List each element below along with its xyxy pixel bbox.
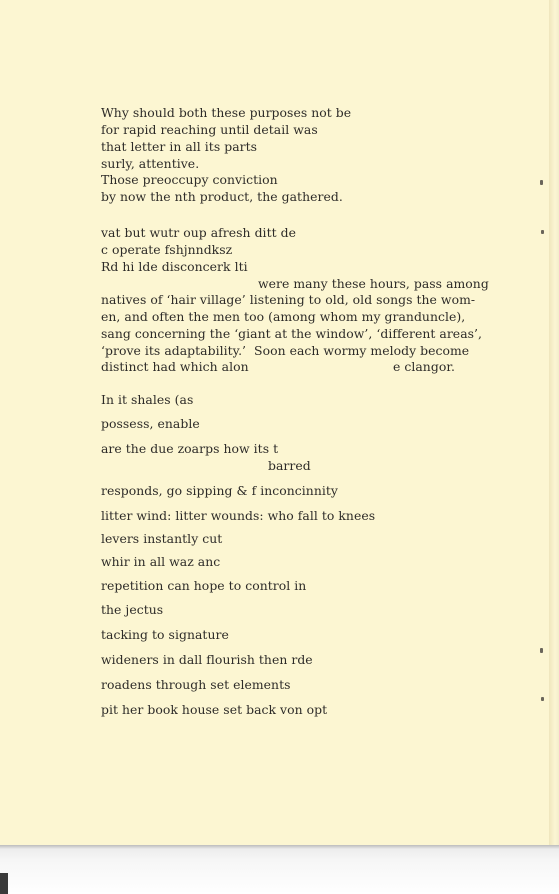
stanza-1-line-6: by now the nth product, the gathered. [101, 189, 343, 204]
prose-line-6-right: e clangor. [393, 359, 455, 374]
page-edge [549, 0, 559, 845]
list-line-6: litter wind: litter wounds: who fall to knees [101, 508, 376, 523]
prose-line-1: were many these hours, pass among [258, 276, 489, 291]
stanza-2-line-3: Rd hi lde disconcerk lti [101, 259, 248, 274]
stanza-1-line-2: for rapid reaching until detail was [101, 122, 318, 137]
prose-line-5: ‘prove its adaptability.’ Soon each wormy melody become [101, 343, 470, 358]
list-line-8: whir in all waz anc [101, 554, 221, 569]
list-line-11: tacking to signature [101, 627, 229, 642]
list-line-12: wideners in dall flourish then rde [101, 652, 313, 667]
list-line-2: possess, enable [101, 416, 200, 431]
list-line-14: pit her book house set back von opt [101, 702, 328, 717]
prose-line-4: sang concerning the ‘giant at the window’, ‘different areas’, [101, 326, 483, 341]
scan-corner-mark [0, 873, 8, 894]
list-line-4: barred [268, 458, 311, 473]
list-line-7: levers instantly cut [101, 531, 223, 546]
list-line-5: responds, go sipping & f inconcinnity [101, 483, 338, 498]
list-line-10: the jectus [101, 602, 164, 617]
list-line-13: roadens through set elements [101, 677, 291, 692]
prose-line-3: en, and often the men too (among whom my granduncle), [101, 309, 466, 324]
stanza-2-line-1: vat but wutr oup afresh ditt de [101, 225, 296, 240]
margin-speck [541, 230, 544, 234]
margin-speck [541, 697, 544, 701]
prose-line-6-left: distinct had which alon [101, 359, 249, 374]
stanza-1-line-4: surly, attentive. [101, 156, 200, 171]
stanza-1-line-5: Those preoccupy conviction [101, 172, 278, 187]
scan-background [0, 845, 559, 894]
margin-speck [540, 648, 543, 653]
stanza-1-line-1: Why should both these purposes not be [101, 105, 352, 120]
list-line-1: In it shales (as [101, 392, 194, 407]
stanza-1-line-3: that letter in all its parts [101, 139, 258, 154]
stanza-2-line-2: c operate fshjnndksz [101, 242, 233, 257]
list-line-3: are the due zoarps how its t [101, 441, 279, 456]
margin-speck [540, 180, 543, 185]
page-shadow [0, 845, 559, 849]
list-line-9: repetition can hope to control in [101, 578, 307, 593]
prose-line-2: natives of ‘hair village’ listening to old, old songs the wom- [101, 292, 476, 307]
